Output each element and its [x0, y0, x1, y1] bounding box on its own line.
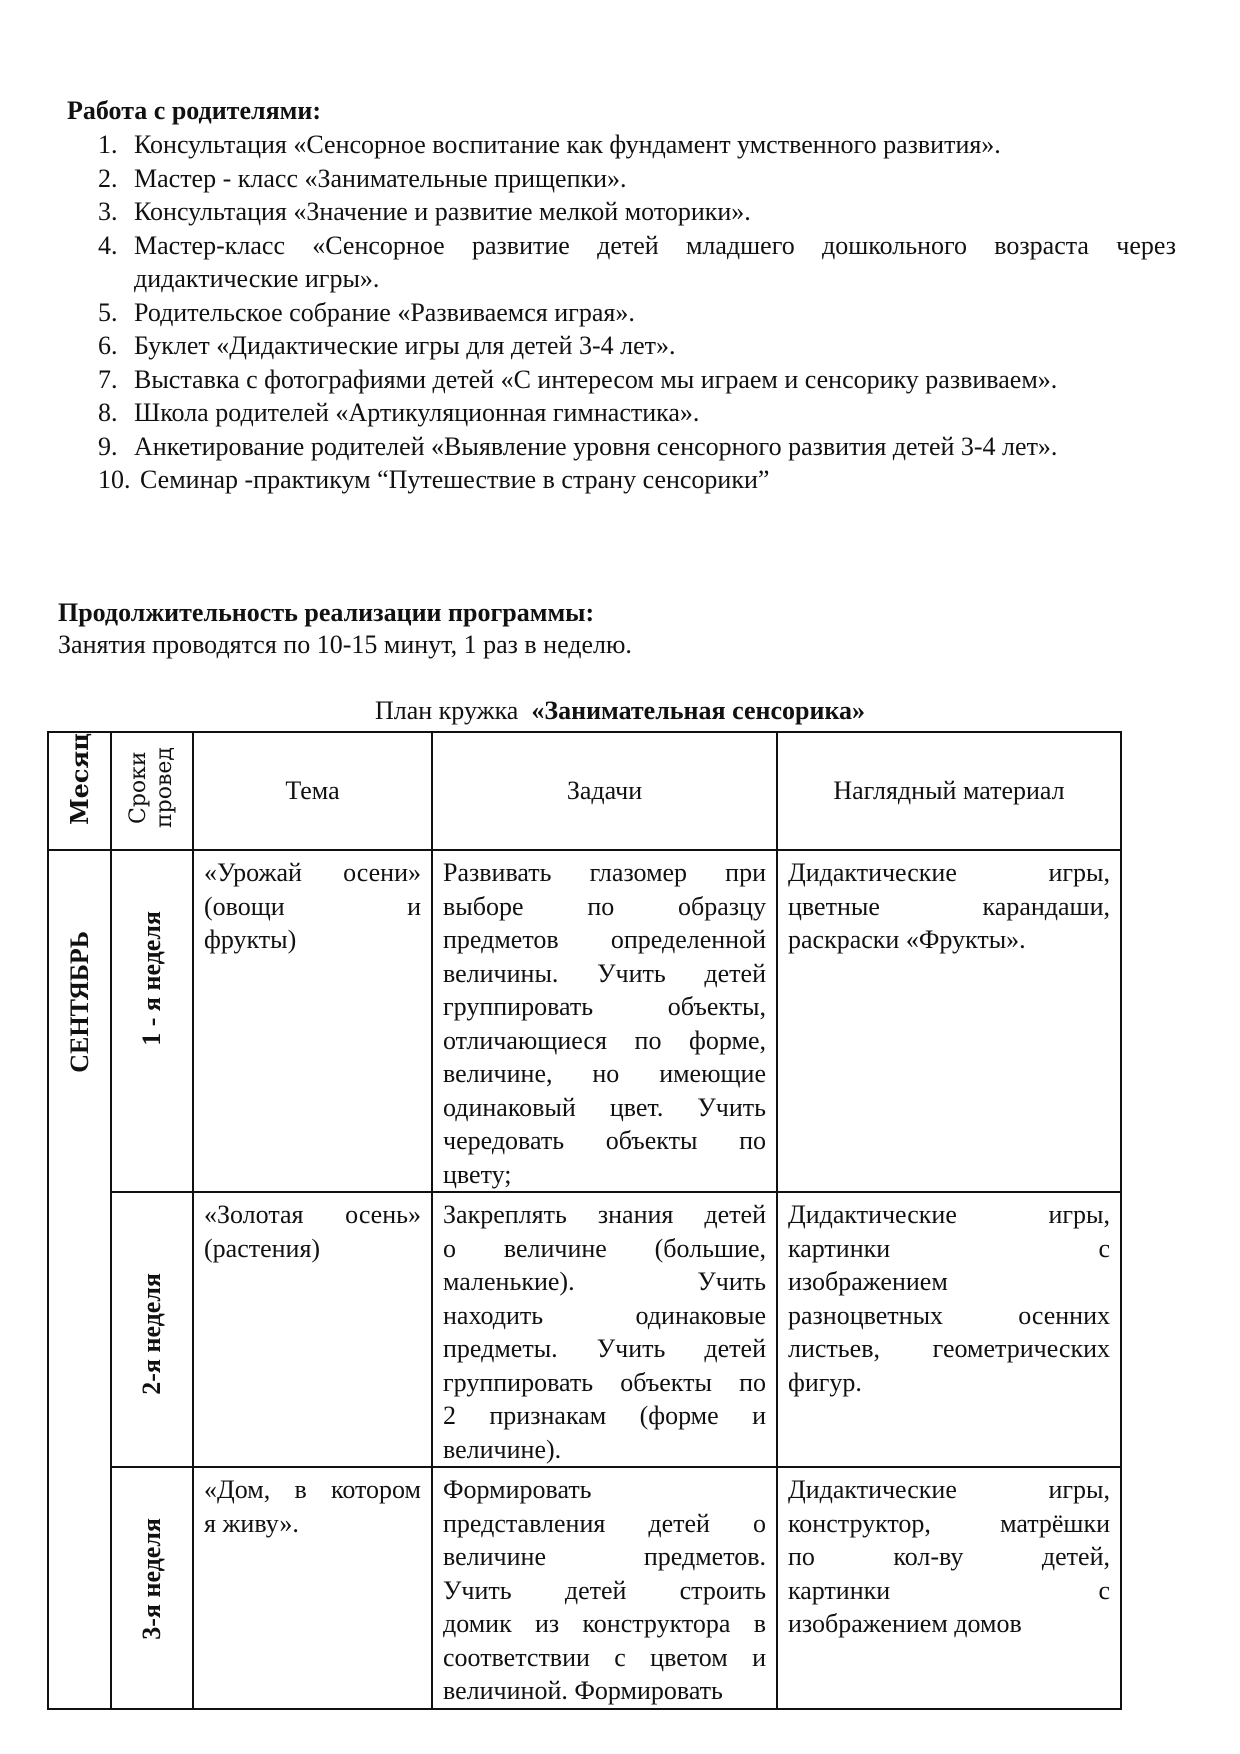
- cell-line: чередовать объекты по: [443, 1126, 766, 1155]
- cell-line: (растения): [204, 1233, 321, 1263]
- duration-text: Занятия проводятся по 10-15 минут, 1 раз в неделю.: [58, 630, 632, 659]
- week-label: 3-я неделя: [137, 1518, 166, 1640]
- list-item: [98, 162, 1178, 196]
- item-text: Консультация «Сенсорное воспитание как фундамент умственного развития».: [134, 130, 1001, 159]
- cell-line: Дидактические игры,: [788, 1200, 1110, 1229]
- cell-line: изображением домов: [788, 1609, 1022, 1638]
- theme-text: [194, 1193, 431, 1265]
- cell-line: отличающиеся по форме,: [443, 1025, 766, 1055]
- materials-text: [778, 851, 1120, 957]
- tasks-text: [433, 1193, 776, 1466]
- week-cell: [111, 850, 193, 1192]
- item-number: 9.: [98, 432, 118, 461]
- list-item: [98, 430, 1178, 464]
- item-number: 4.: [98, 231, 118, 260]
- item-number: 10.: [98, 465, 131, 494]
- header-month: [48, 732, 111, 850]
- header-month-label: Месяц: [65, 733, 94, 825]
- table-row: [48, 1467, 1121, 1709]
- item-text: Выставка с фотографиями детей «С интересом мы играем и сенсорику развиваем».: [134, 365, 1058, 394]
- cell-line: фигур.: [788, 1367, 862, 1397]
- cell-line: Дидактические игры,: [788, 1475, 1110, 1504]
- header-dates-label: [126, 733, 178, 843]
- cell-line: (овощи и: [204, 891, 421, 921]
- item-text: дидактические игры».: [134, 264, 380, 293]
- theme-text: [194, 851, 431, 957]
- list-item: [98, 229, 1178, 263]
- cell-line: величины. Учить детей: [443, 958, 766, 988]
- plan-table: [47, 731, 1122, 1710]
- item-text: Мастер-класс «Сенсорное развитие детей младшего дошкольного возраста через: [134, 231, 1176, 260]
- cell-line: Учить детей строить: [443, 1575, 766, 1605]
- plan-title-name: «Занимательная сенсорика»: [531, 696, 866, 725]
- list-item: [98, 128, 1178, 162]
- materials-cell: [777, 1192, 1121, 1467]
- item-text: Мастер - класс «Занимательные прищепки».: [134, 164, 627, 193]
- item-text: Консультация «Значение и развитие мелкой моторики».: [134, 197, 751, 226]
- table-row: [48, 1192, 1121, 1467]
- header-materials: Наглядный материал: [777, 732, 1121, 850]
- item-text: Буклет «Дидактические игры для детей 3-4 лет».: [134, 331, 676, 360]
- cell-line: маленькие). Учить: [443, 1267, 766, 1296]
- item-number: 7.: [98, 365, 118, 394]
- cell-line: Закреплять знания детей: [443, 1200, 766, 1229]
- item-number: 6.: [98, 331, 118, 360]
- item-number: 8.: [98, 398, 118, 427]
- cell-line: Дидактические игры,: [788, 858, 1110, 887]
- table-row: [48, 850, 1121, 1192]
- tasks-cell: [432, 850, 777, 1192]
- cell-line: соответствии с цветом и: [443, 1642, 766, 1672]
- cell-line: величине предметов.: [443, 1542, 766, 1571]
- header-theme: Тема: [193, 732, 432, 850]
- theme-cell: [193, 850, 432, 1192]
- cell-line: выборе по образцу: [443, 891, 766, 921]
- list-item-continuation: [98, 262, 1178, 296]
- list-item: [98, 363, 1178, 397]
- item-number: 1.: [98, 130, 118, 159]
- list-item: [98, 396, 1178, 430]
- plan-title: [0, 696, 1240, 726]
- cell-line: конструктор, матрёшки: [788, 1508, 1110, 1538]
- tasks-text: [433, 851, 776, 1191]
- month-label: СЕНТЯБРЬ: [64, 931, 94, 1073]
- item-number: 2.: [98, 164, 118, 193]
- cell-line: величиной. Формировать: [443, 1676, 723, 1705]
- cell-line: «Урожай осени»: [204, 858, 421, 887]
- month-cell: [48, 850, 111, 1709]
- item-number: 3.: [98, 197, 118, 226]
- theme-cell: [193, 1192, 432, 1467]
- table-header-row: [48, 732, 1121, 850]
- cell-line: фрукты): [204, 925, 297, 954]
- list-item: [98, 329, 1178, 363]
- cell-line: группировать объекты,: [443, 992, 766, 1021]
- item-text: Анкетирование родителей «Выявление уровня сенсорного развития детей 3-4 лет».: [134, 432, 1058, 461]
- week-label: 1 - я неделя: [137, 911, 166, 1046]
- cell-line: по кол-ву детей,: [788, 1542, 1110, 1571]
- cell-line: группировать объекты по: [443, 1367, 766, 1397]
- cell-line: одинаковый цвет. Учить: [443, 1092, 766, 1122]
- week-label: 2-я неделя: [137, 1273, 166, 1395]
- materials-cell: [777, 850, 1121, 1192]
- cell-line: представления детей о: [443, 1508, 766, 1538]
- cell-line: разноцветных осенних: [788, 1300, 1110, 1330]
- materials-cell: [777, 1467, 1121, 1709]
- list-item: [98, 195, 1178, 229]
- plan-title-prefix: План кружка: [374, 696, 525, 725]
- cell-line: Формировать: [443, 1475, 592, 1504]
- cell-line: величине, но имеющие: [443, 1059, 766, 1088]
- cell-line: домик из конструктора в: [443, 1609, 766, 1638]
- cell-line: цвету;: [443, 1159, 512, 1189]
- week-cell: [111, 1192, 193, 1467]
- header-dates-line: Сроки: [126, 751, 151, 825]
- header-dates: [111, 732, 193, 850]
- cell-line: находить одинаковые: [443, 1300, 766, 1330]
- cell-line: «Золотая осень»: [204, 1200, 421, 1229]
- parents-heading: Работа с родителями:: [67, 96, 321, 125]
- item-number: 5.: [98, 298, 118, 327]
- cell-line: «Дом, в котором: [204, 1475, 421, 1504]
- cell-line: предметы. Учить детей: [443, 1334, 766, 1363]
- week-cell: [111, 1467, 193, 1709]
- list-item: [98, 296, 1178, 330]
- item-text: Семинар -практикум “Путешествие в страну сенсорики”: [140, 465, 770, 494]
- cell-line: цветные карандаши,: [788, 891, 1110, 921]
- list-item: [98, 463, 1178, 497]
- tasks-cell: [432, 1467, 777, 1709]
- cell-line: картинки с: [788, 1575, 1110, 1605]
- item-text: Родительское собрание «Развиваемся играя».: [134, 298, 635, 327]
- tasks-text: [433, 1468, 776, 1708]
- tasks-cell: [432, 1192, 777, 1467]
- materials-text: [778, 1193, 1120, 1399]
- cell-line: величине).: [443, 1434, 562, 1464]
- theme-cell: [193, 1467, 432, 1709]
- cell-line: я живу».: [204, 1508, 299, 1538]
- cell-line: о величине (большие,: [443, 1233, 766, 1263]
- cell-line: картинки с: [788, 1233, 1110, 1263]
- header-dates-line: провед: [152, 747, 177, 829]
- theme-text: [194, 1468, 431, 1540]
- header-tasks: Задачи: [432, 732, 777, 850]
- cell-line: 2 признакам (форме и: [443, 1401, 766, 1430]
- duration-heading: Продолжительность реализации программы:: [58, 598, 595, 627]
- cell-line: изображением: [788, 1267, 948, 1296]
- cell-line: раскраски «Фрукты».: [788, 925, 1026, 954]
- materials-text: [778, 1468, 1120, 1641]
- item-text: Школа родителей «Артикуляционная гимнастика».: [134, 398, 700, 427]
- cell-line: листьев, геометрических: [788, 1334, 1110, 1363]
- cell-line: предметов определенной: [443, 925, 766, 954]
- cell-line: Развивать глазомер при: [443, 858, 766, 887]
